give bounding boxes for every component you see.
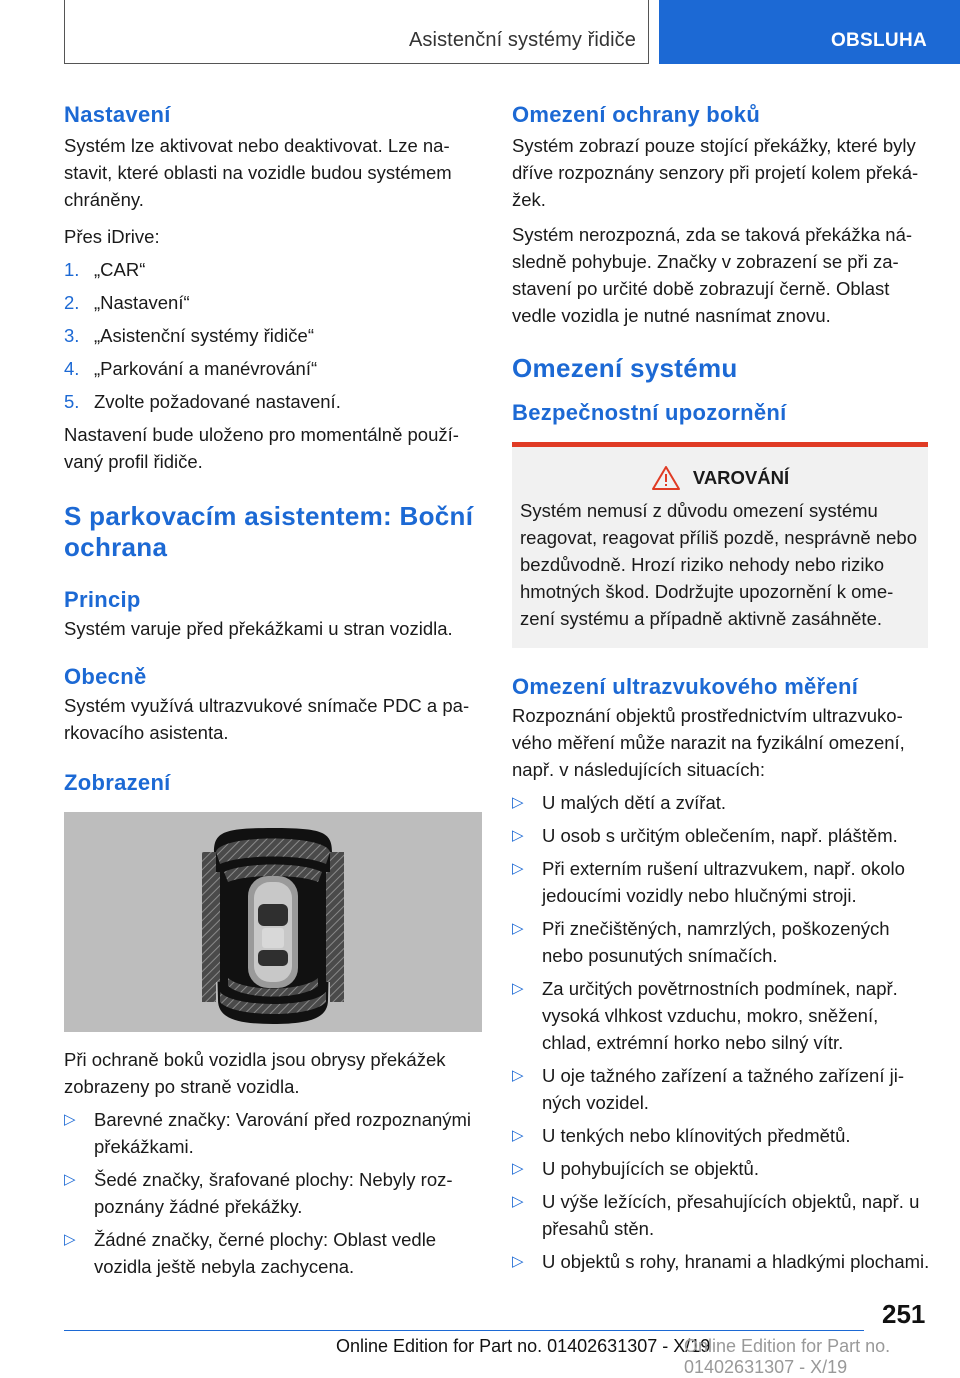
system-limits-heading: Omezení systému [512, 353, 738, 383]
list-item-text: Barevné značky: Varování před rozpoznanými překážkami. [94, 1109, 472, 1157]
general-heading: Obecně [64, 664, 147, 689]
bullet-triangle-icon: ▷ [64, 1171, 76, 1188]
list-item [512, 1248, 932, 1275]
display-heading: Zobrazení [64, 770, 171, 795]
list-item [64, 322, 482, 349]
list-item-text: Při externím rušení ultrazvukem, např. okolo jedoucími vozidly nebo hlučnými stroji. [542, 858, 905, 906]
list-item-text: U malých dětí a zvířat. [542, 792, 727, 813]
chapter-tab-label: OBSLUHA [830, 30, 927, 51]
step-text: Zvolte požadované nastavení. [94, 391, 341, 412]
limits-paragraph-2: Systém nerozpozná, zda se taková překážka následně pohybuje. Značky v zobrazení se při zastavení po určité době zobrazují černě. Oblast vedle vozidla je nutné nasnímat znovu. [512, 224, 913, 326]
step-number: 2. [64, 292, 80, 313]
list-item [512, 975, 932, 1056]
settings-intro: Systém lze aktivovat nebo deaktivovat. Lze nastavit, které oblasti na vozidle budou systémem chráněny. [64, 135, 452, 210]
step-text: „Asistenční systémy řidiče“ [94, 325, 314, 346]
principle-text: Systém varuje před překážkami u stran vozidla. [64, 618, 453, 639]
bullet-triangle-icon: ▷ [512, 1253, 524, 1270]
settings-heading: Nastavení [64, 102, 171, 127]
list-item [512, 822, 932, 849]
list-item [64, 1106, 482, 1160]
bullet-triangle-icon: ▷ [64, 1111, 76, 1128]
bullet-triangle-icon: ▷ [512, 980, 524, 997]
general-text: Systém využívá ultrazvukové snímače PDC a parkovacího asistenta. [64, 695, 470, 743]
chapter-tab[interactable] [659, 0, 960, 64]
step-text: „Parkování a manévrování“ [94, 358, 318, 379]
bullet-triangle-icon: ▷ [512, 794, 524, 811]
warning-triangle-icon [651, 465, 681, 491]
display-caption: Při ochraně boků vozidla jsou obrysy překážek zobrazeny po straně vozidla. [64, 1049, 446, 1097]
list-item [64, 355, 482, 382]
footer-edition: Online Edition for Part no. 01402631307 - X/19 [336, 1336, 711, 1356]
warning-box [512, 442, 928, 648]
safety-heading: Bezpečnostní upozornění [512, 400, 787, 425]
list-item [512, 1062, 932, 1116]
ultrasonic-limits-list [512, 789, 932, 1275]
limits-paragraph-1: Systém zobrazí pouze stojící překážky, které byly dříve rozpoznány senzory při projetí kolem překážek. [512, 135, 919, 210]
left-column [64, 100, 482, 1280]
list-item [512, 915, 932, 969]
step-text: „CAR“ [94, 259, 146, 280]
list-item-text: U osob s určitým oblečením, např. pláštěm. [542, 825, 898, 846]
list-item [512, 855, 932, 909]
step-number: 4. [64, 358, 80, 379]
list-item [64, 1226, 482, 1280]
principle-heading: Princip [64, 587, 141, 612]
idrive-label: Přes iDrive: [64, 226, 160, 247]
bullet-triangle-icon: ▷ [512, 1067, 524, 1084]
list-item [512, 1122, 932, 1149]
section-title: Asistenční systémy řidiče [408, 29, 636, 51]
warning-text: Systém nemusí z důvodu omezení systému reagovat, reagovat příliš pozdě, nesprávně nebo bezdůvodně. Hrozí riziko nehody nebo riziko hmotných škod. Dodržujte upozornění k omezení systému a případně aktivně zasáhněte. [520, 500, 917, 629]
warning-header [520, 465, 920, 491]
bullet-triangle-icon: ▷ [64, 1231, 76, 1248]
bullet-triangle-icon: ▷ [512, 920, 524, 937]
list-item-text: U výše ležících, přesahujících objektů, např. u přesahů stěn. [542, 1191, 920, 1239]
list-item [64, 1166, 482, 1220]
list-item [64, 256, 482, 283]
list-item-text: U oje tažného zařízení a tažného zařízení jiných vozidel. [542, 1065, 904, 1113]
step-number: 5. [64, 391, 80, 412]
list-item [64, 388, 482, 415]
bullet-triangle-icon: ▷ [512, 1127, 524, 1144]
list-item [512, 1188, 932, 1242]
bullet-triangle-icon: ▷ [512, 1193, 524, 1210]
list-item-text: U pohybujících se objektů. [542, 1158, 759, 1179]
side-protection-display-image [64, 812, 482, 1032]
step-text: „Nastavení“ [94, 292, 190, 313]
saved-note: Nastavení bude uloženo pro momentálně používaný profil řidiče. [64, 424, 459, 472]
footer-divider [64, 1330, 864, 1331]
page-number: 251 [882, 1299, 926, 1329]
list-item [512, 1155, 932, 1182]
list-item-text: Při znečištěných, namrzlých, poškozených nebo posunutých snímačích. [542, 918, 890, 966]
list-item-text: U objektů s rohy, hranami a hladkými plochami. [542, 1251, 930, 1272]
list-item-text: Šedé značky, šrafované plochy: Nebyly rozpoznány žádné překážky. [94, 1169, 453, 1217]
ultrasonic-heading: Omezení ultrazvukového měření [512, 674, 859, 699]
warning-label: VAROVÁNÍ [692, 467, 790, 488]
limits-heading: Omezení ochrany boků [512, 102, 761, 127]
right-column [512, 100, 932, 1275]
main-heading: S parkovacím asistentem: Boční ochrana [64, 501, 474, 562]
list-item-text: U tenkých nebo klínovitých předmětů. [542, 1125, 851, 1146]
parking-display-illustration [64, 812, 482, 1032]
footer-watermark: Online Edition for Part no. 01402631307 - X/19 [684, 1336, 891, 1377]
idrive-steps [64, 256, 482, 415]
step-number: 1. [64, 259, 80, 280]
list-item [512, 789, 932, 816]
bullet-triangle-icon: ▷ [512, 860, 524, 877]
bullet-triangle-icon: ▷ [512, 1160, 524, 1177]
list-item-text: Za určitých povětrnostních podmínek, např. vysoká vlhkost vzduchu, mokro, sněžení, chlad, extrémní horko nebo silný vítr. [542, 978, 898, 1053]
step-number: 3. [64, 325, 80, 346]
list-item-text: Žádné značky, černé plochy: Oblast vedle vozidla ještě nebyla zachycena. [94, 1229, 437, 1277]
list-item [64, 289, 482, 316]
bullet-triangle-icon: ▷ [512, 827, 524, 844]
display-legend-list [64, 1106, 482, 1280]
header-section-box [64, 0, 649, 64]
ultrasonic-intro: Rozpoznání objektů prostřednictvím ultrazvukového měření může narazit na fyzikální omezení, např. v následujících situacích: [512, 705, 905, 780]
